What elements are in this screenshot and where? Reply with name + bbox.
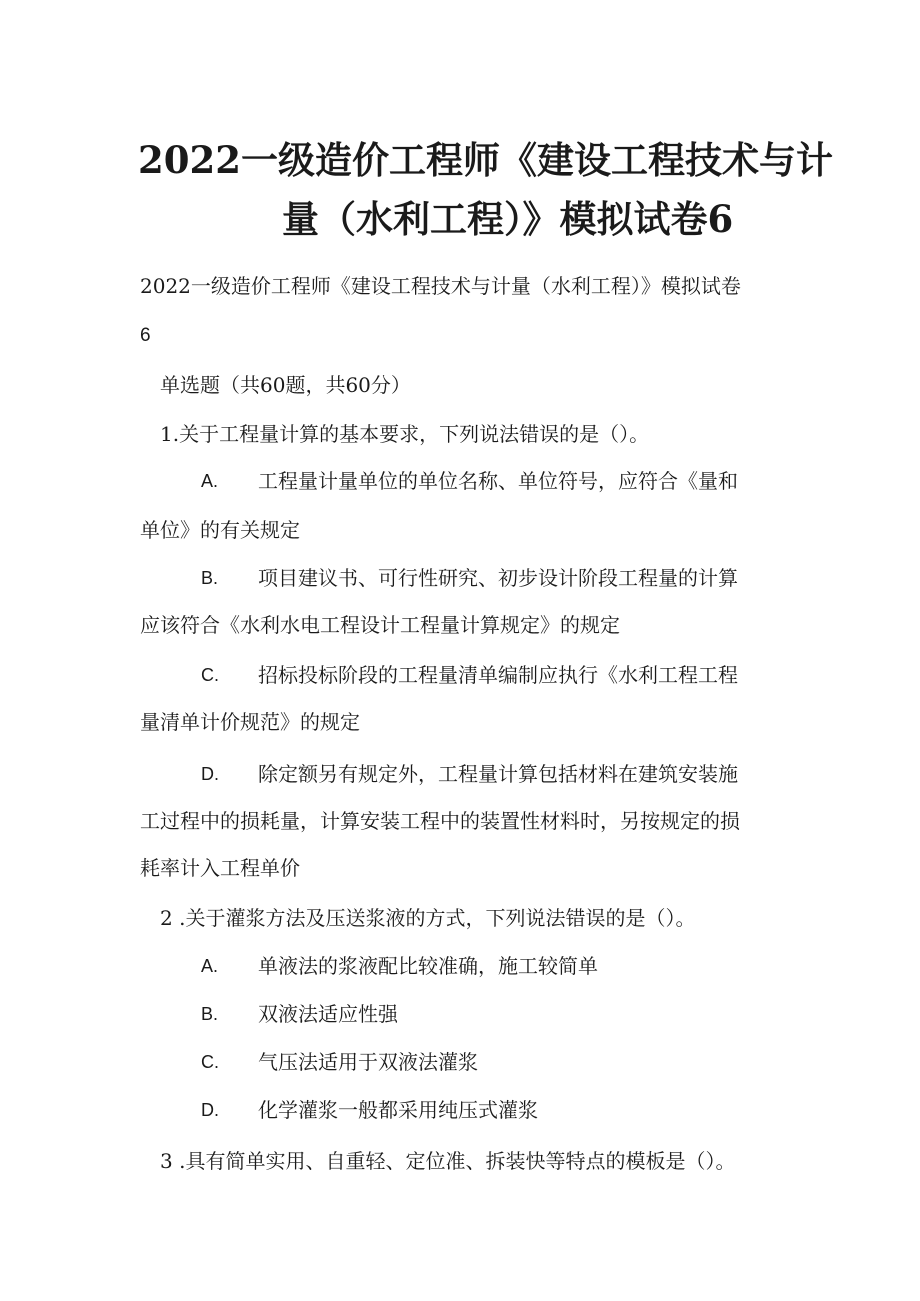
q1-option-b-text-2: 应该符合《水利水电工程设计工程量计算规定》的规定	[140, 613, 620, 637]
q1-option-a-text-1: 工程量计量单位的单位名称、单位符号，应符合《量和	[258, 469, 738, 493]
q1-option-a-text-2: 单位》的有关规定	[140, 518, 300, 542]
q2-option-d-text: 化学灌浆一般都采用纯压式灌浆	[258, 1098, 538, 1122]
section-heading: 单选题（共60题，共60分）	[160, 373, 411, 397]
q2-option-c-letter: C.	[201, 1052, 219, 1072]
question-1-stem: 1.关于工程量计算的基本要求，下列说法错误的是（）。	[160, 422, 650, 446]
q1-option-c-text-2: 量清单计价规范》的规定	[140, 710, 360, 734]
q1-option-d-text-2: 工过程中的损耗量，计算安装工程中的装置性材料时，另按规定的损	[140, 809, 740, 833]
q1-option-b-text-1: 项目建议书、可行性研究、初步设计阶段工程量的计算	[258, 566, 738, 590]
document-title-line-2: 量（水利工程）》模拟试卷6	[282, 197, 734, 241]
q2-option-c-text: 气压法适用于双液法灌浆	[258, 1050, 478, 1074]
q1-option-c-text-1: 招标投标阶段的工程量清单编制应执行《水利工程工程	[258, 663, 738, 687]
q1-option-d-text-3: 耗率计入工程单价	[140, 856, 300, 880]
q2-option-a-letter: A.	[201, 956, 219, 976]
q1-option-a-letter: A.	[201, 471, 219, 491]
subtitle-line-1: 2022一级造价工程师《建设工程技术与计量（水利工程）》模拟试卷	[140, 274, 741, 298]
q1-option-d-text-1: 除定额另有规定外，工程量计算包括材料在建筑安装施	[258, 762, 738, 786]
q1-option-c-letter: C.	[201, 665, 219, 685]
q2-option-b-text: 双液法适应性强	[258, 1002, 398, 1026]
subtitle-line-2: 6	[140, 325, 151, 346]
q1-option-d-letter: D.	[201, 764, 219, 784]
q2-option-b-letter: B.	[201, 1004, 219, 1024]
q1-option-b-letter: B.	[201, 568, 219, 588]
q2-option-a-text: 单液法的浆液配比较准确，施工较简单	[258, 954, 598, 978]
document-title-line-1: 2022一级造价工程师《建设工程技术与计	[138, 138, 833, 182]
question-3-stem: 3 .具有简单实用、自重轻、定位准、拆装快等特点的模板是（）。	[160, 1149, 736, 1173]
question-2-stem: 2 .关于灌浆方法及压送浆液的方式，下列说法错误的是（）。	[160, 906, 696, 930]
q2-option-d-letter: D.	[201, 1100, 219, 1120]
